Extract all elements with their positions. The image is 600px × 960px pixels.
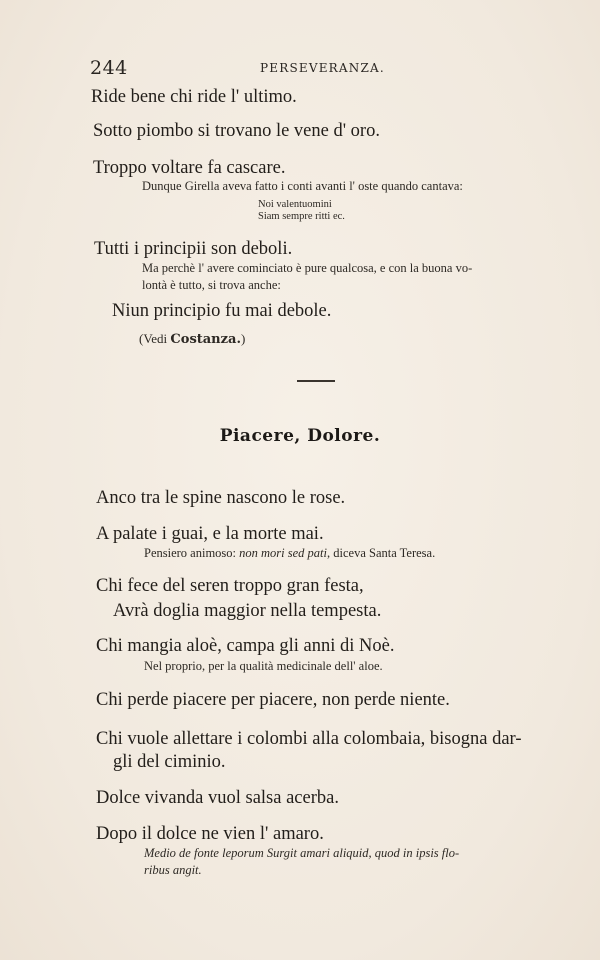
proverb-7-note-a: Pensiero animoso:	[144, 546, 240, 560]
proverb-7-note-latin: non mori sed pati	[239, 546, 327, 560]
proverb-1: Ride bene chi ride l' ultimo.	[91, 87, 297, 107]
proverb-8-line-1: Chi fece del seren troppo gran festa,	[96, 576, 364, 596]
section-heading: Piacere, Dolore.	[219, 426, 381, 446]
section-divider	[297, 380, 335, 382]
proverb-8-line-2: Avrà doglia maggior nella tempesta.	[113, 601, 382, 621]
see-also-keyword: Costanza.	[170, 332, 241, 347]
see-also	[139, 331, 245, 347]
proverb-4: Tutti i principii son deboli.	[94, 239, 293, 259]
proverb-7-note-b: , diceva Santa Teresa.	[327, 546, 436, 560]
proverb-13: Dopo il dolce ne vien l' amaro.	[96, 824, 324, 844]
proverb-7: A palate i guai, e la morte mai.	[96, 524, 324, 544]
proverb-13-note-line-1: Medio de fonte leporum Surgit amari aliquid, quod in ipsis flo-	[144, 846, 460, 860]
proverb-3: Troppo voltare fa cascare.	[93, 158, 286, 178]
proverb-9-note: Nel proprio, per la qualità medicinale dell' aloe.	[144, 659, 383, 673]
proverb-5: Niun principio fu mai debole.	[112, 301, 332, 321]
running-title: PERSEVERANZA.	[260, 61, 385, 75]
page-number: 244	[90, 57, 128, 79]
proverb-11-line-2: gli del ciminio.	[113, 752, 226, 772]
proverb-6: Anco tra le spine nascono le rose.	[96, 488, 346, 508]
verse-line-1: Noi valentuomini	[258, 199, 332, 210]
proverb-7-note	[144, 546, 435, 561]
verse-line-2: Siam sempre ritti ec.	[258, 211, 345, 222]
proverb-2: Sotto piombo si trovano le vene d' oro.	[93, 121, 380, 141]
see-also-open: (Vedi	[139, 331, 171, 346]
proverb-4-note-line-2: lontà è tutto, si trova anche:	[142, 278, 281, 292]
proverb-10: Chi perde piacere per piacere, non perde niente.	[96, 690, 450, 710]
see-also-close: )	[240, 331, 246, 346]
proverb-11-line-1: Chi vuole allettare i colombi alla colombaia, bisogna dar-	[96, 729, 522, 749]
proverb-12: Dolce vivanda vuol salsa acerba.	[96, 788, 339, 808]
proverb-4-note-line-1: Ma perchè l' avere cominciato è pure qualcosa, e con la buona vo-	[142, 261, 473, 275]
proverb-13-note-line-2: ribus angit.	[144, 863, 202, 877]
proverb-9: Chi mangia aloè, campa gli anni di Noè.	[96, 636, 395, 656]
proverb-3-note: Dunque Girella aveva fatto i conti avanti l' oste quando cantava:	[142, 179, 463, 193]
